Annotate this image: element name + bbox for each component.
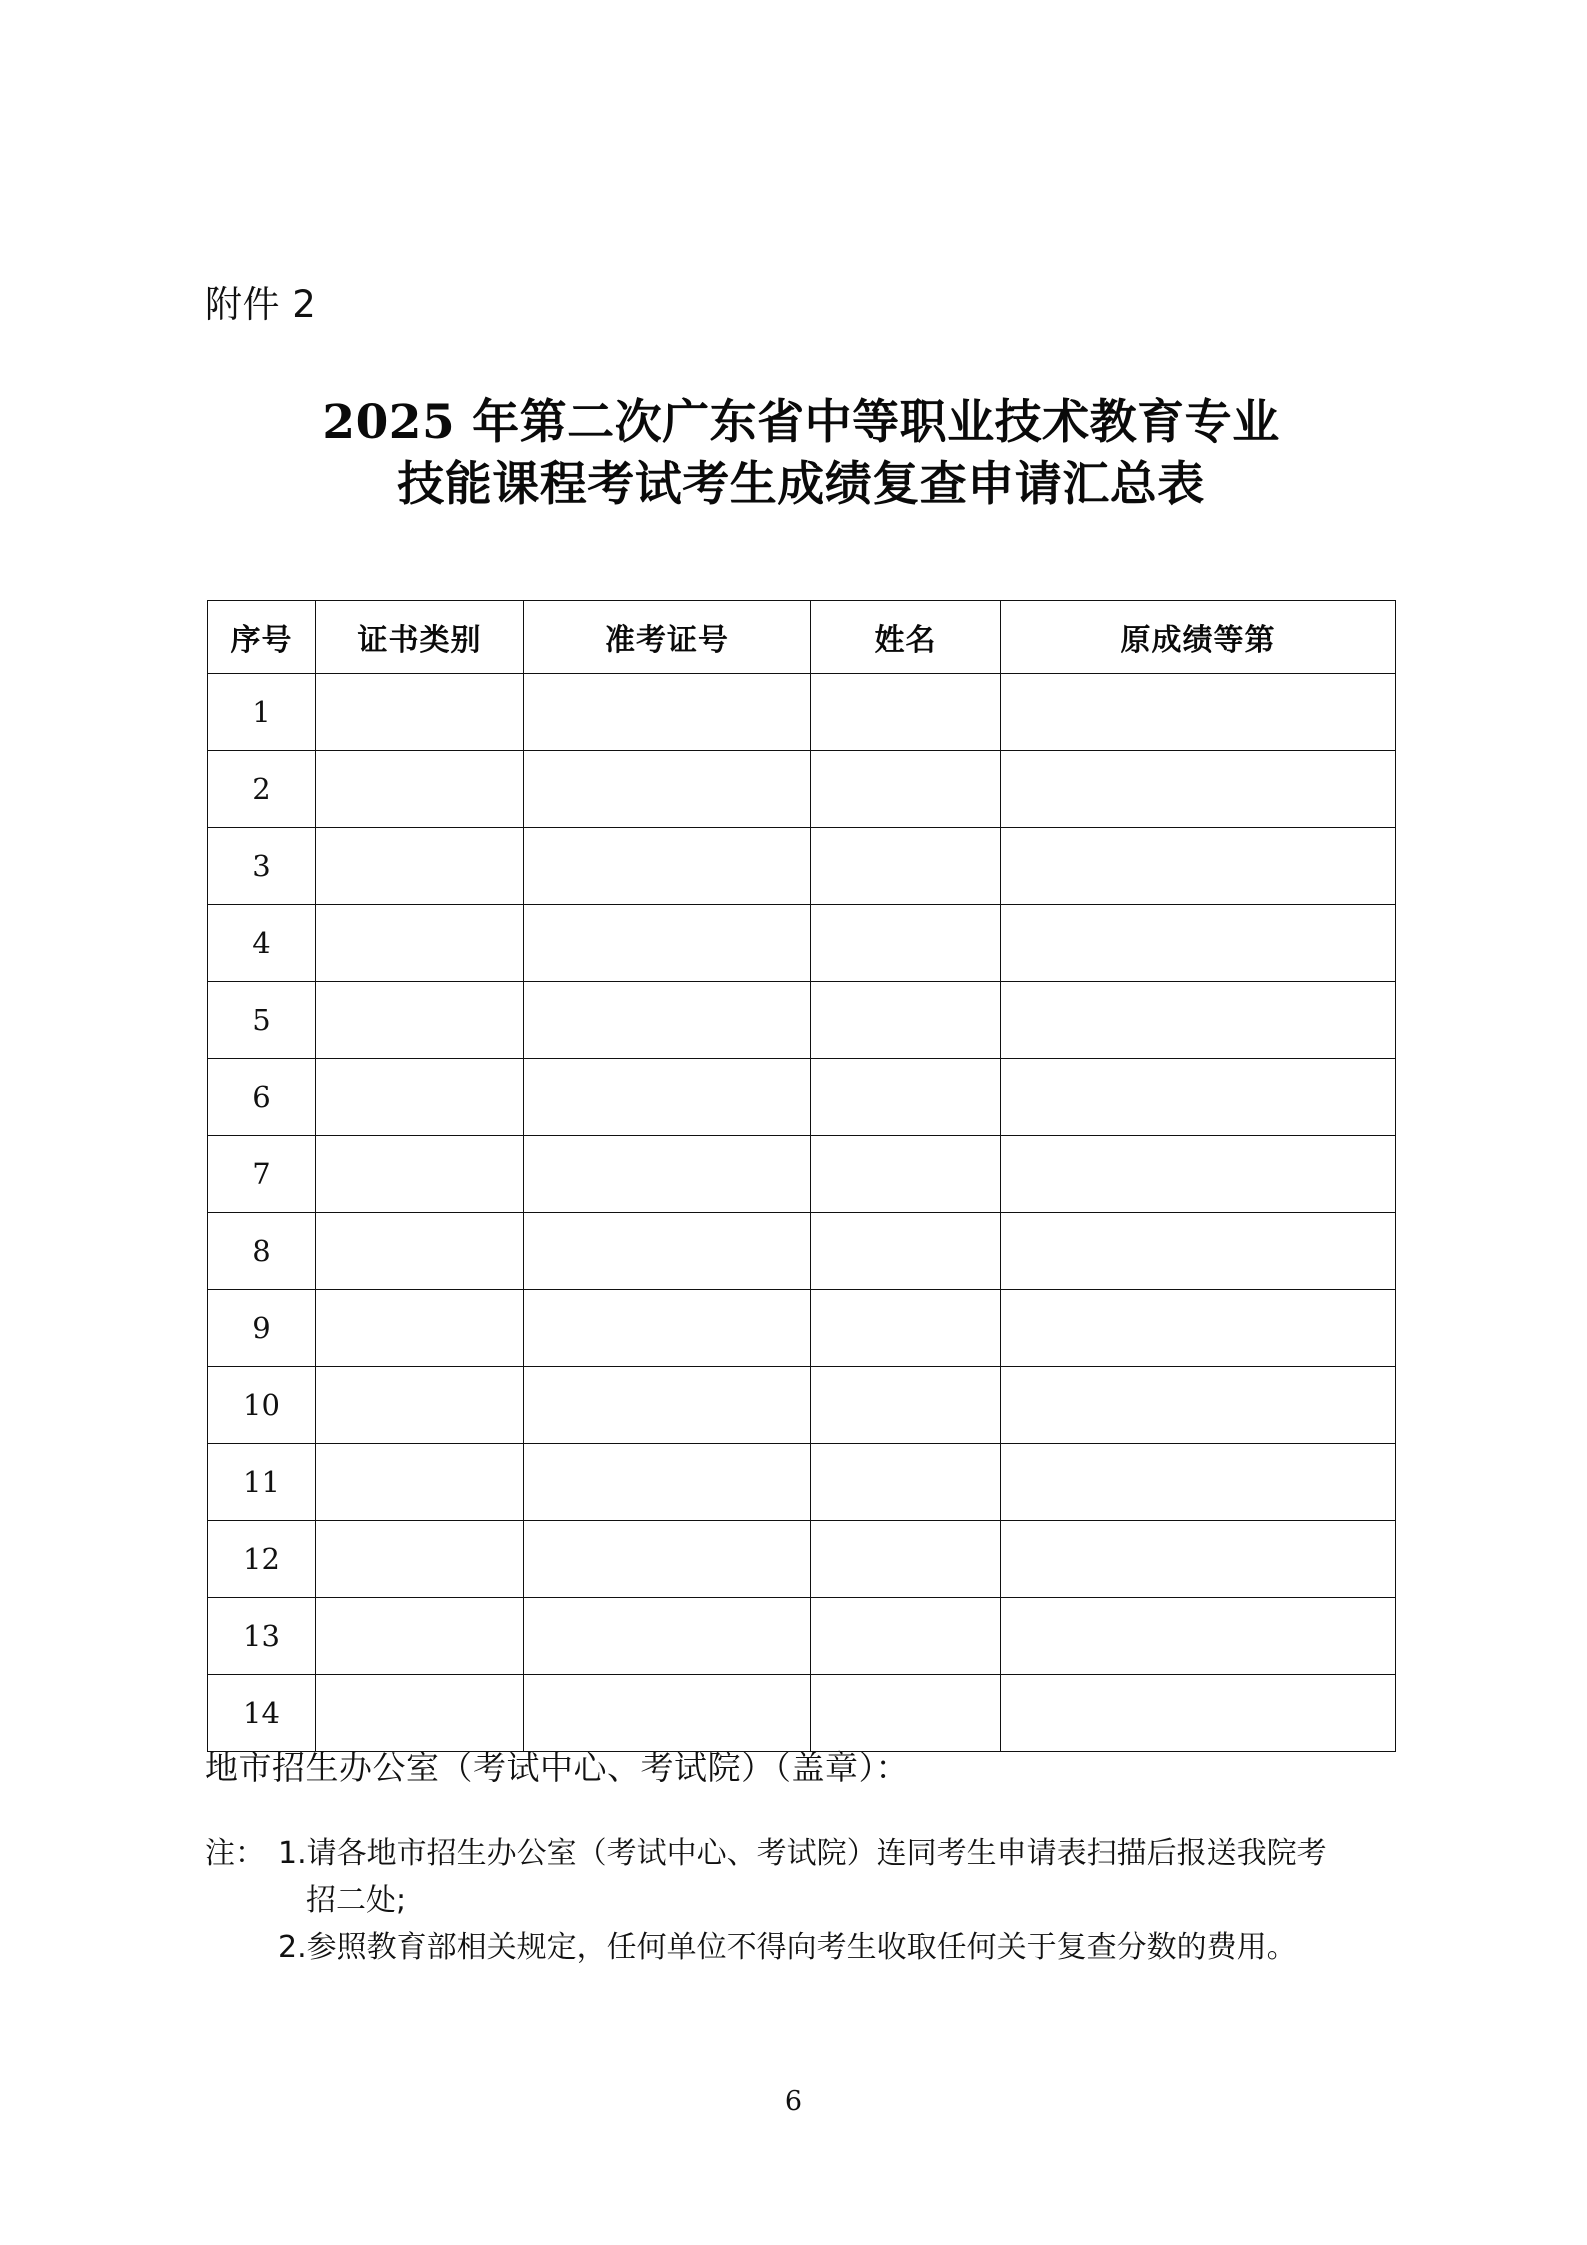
cell-cert[interactable] [316,674,524,751]
cell-name[interactable] [811,1521,1001,1598]
cell-cert[interactable] [316,1367,524,1444]
cell-name[interactable] [811,1136,1001,1213]
cell-grade[interactable] [1001,674,1396,751]
table-row [208,751,1396,828]
table-row [208,1521,1396,1598]
cell-cert[interactable] [316,1136,524,1213]
table-row [208,1213,1396,1290]
table-row [208,674,1396,751]
cell-grade[interactable] [1001,905,1396,982]
table-row [208,1367,1396,1444]
cell-name[interactable] [811,1367,1001,1444]
cell-admit[interactable] [524,828,811,905]
cell-cert[interactable] [316,1213,524,1290]
page-number: 6 [784,2086,803,2117]
page-title-line-2: 技能课程考试考生成绩复查申请汇总表 [397,457,1205,512]
notes-section [205,1830,1435,1971]
cell-admit[interactable] [524,1367,811,1444]
table-body [208,674,1396,1752]
cell-cert[interactable] [316,1444,524,1521]
review-application-table [207,600,1396,1752]
cell-name[interactable] [811,674,1001,751]
table-row [208,1059,1396,1136]
cell-grade[interactable] [1001,1521,1396,1598]
cell-index: 2 [208,751,316,828]
cell-cert[interactable] [316,1521,524,1598]
cell-index: 1 [208,674,316,751]
notes-label: 注： [205,1836,265,1871]
cell-name[interactable] [811,1213,1001,1290]
cell-index: 6 [208,1059,316,1136]
table-row [208,982,1396,1059]
cell-cert[interactable] [316,1290,524,1367]
table-row [208,905,1396,982]
cell-name[interactable] [811,982,1001,1059]
cell-admit[interactable] [524,1675,811,1752]
cell-index: 12 [208,1521,316,1598]
cell-admit[interactable] [524,1059,811,1136]
cell-admit[interactable] [524,1444,811,1521]
cell-cert[interactable] [316,751,524,828]
cell-cert[interactable] [316,1598,524,1675]
cell-grade[interactable] [1001,1444,1396,1521]
cell-admit[interactable] [524,1521,811,1598]
cell-admit[interactable] [524,751,811,828]
table-row [208,828,1396,905]
column-header-index: 序号 [208,601,316,674]
note-item-1-continuation: 招二处; [306,1883,407,1918]
cell-name[interactable] [811,1444,1001,1521]
cell-index: 4 [208,905,316,982]
attachment-label: 附件 2 [205,283,317,326]
table-row [208,1444,1396,1521]
cell-name[interactable] [811,905,1001,982]
cell-grade[interactable] [1001,1675,1396,1752]
cell-cert[interactable] [316,1675,524,1752]
note-item-2: 2.参照教育部相关规定，任何单位不得向考生收取任何关于复查分数的费用。 [278,1930,1297,1965]
cell-index: 5 [208,982,316,1059]
cell-index: 3 [208,828,316,905]
cell-grade[interactable] [1001,1059,1396,1136]
cell-cert[interactable] [316,982,524,1059]
cell-admit[interactable] [524,905,811,982]
column-header-grade: 原成绩等第 [1001,601,1396,674]
cell-admit[interactable] [524,982,811,1059]
cell-grade[interactable] [1001,1598,1396,1675]
cell-index: 14 [208,1675,316,1752]
page-title-line-1: 2025 年第二次广东省中等职业技术教育专业 [322,395,1280,450]
cell-cert[interactable] [316,905,524,982]
cell-index: 10 [208,1367,316,1444]
cell-name[interactable] [811,1290,1001,1367]
table-row [208,1598,1396,1675]
table-row [208,1136,1396,1213]
cell-grade[interactable] [1001,1136,1396,1213]
page-title [207,392,1395,516]
column-header-admit: 准考证号 [524,601,811,674]
cell-name[interactable] [811,1675,1001,1752]
cell-admit[interactable] [524,674,811,751]
cell-index: 11 [208,1444,316,1521]
cell-cert[interactable] [316,1059,524,1136]
cell-admit[interactable] [524,1213,811,1290]
cell-admit[interactable] [524,1598,811,1675]
cell-grade[interactable] [1001,1367,1396,1444]
cell-admit[interactable] [524,1290,811,1367]
cell-grade[interactable] [1001,1290,1396,1367]
note-item-1: 1.请各地市招生办公室（考试中心、考试院）连同考生申请表扫描后报送我院考 [278,1836,1327,1871]
cell-name[interactable] [811,1598,1001,1675]
cell-grade[interactable] [1001,751,1396,828]
cell-name[interactable] [811,1059,1001,1136]
cell-name[interactable] [811,751,1001,828]
cell-index: 8 [208,1213,316,1290]
column-header-cert: 证书类别 [316,601,524,674]
cell-index: 7 [208,1136,316,1213]
cell-cert[interactable] [316,828,524,905]
cell-grade[interactable] [1001,1213,1396,1290]
column-header-name: 姓名 [811,601,1001,674]
cell-index: 9 [208,1290,316,1367]
notes-body [278,1830,1435,1971]
cell-name[interactable] [811,828,1001,905]
table-header-row [208,601,1396,674]
cell-index: 13 [208,1598,316,1675]
seal-signature-line: 地市招生办公室（考试中心、考试院）（盖章）： [205,1748,909,1787]
cell-grade[interactable] [1001,982,1396,1059]
table-row [208,1675,1396,1752]
cell-grade[interactable] [1001,828,1396,905]
table-row [208,1290,1396,1367]
cell-admit[interactable] [524,1136,811,1213]
